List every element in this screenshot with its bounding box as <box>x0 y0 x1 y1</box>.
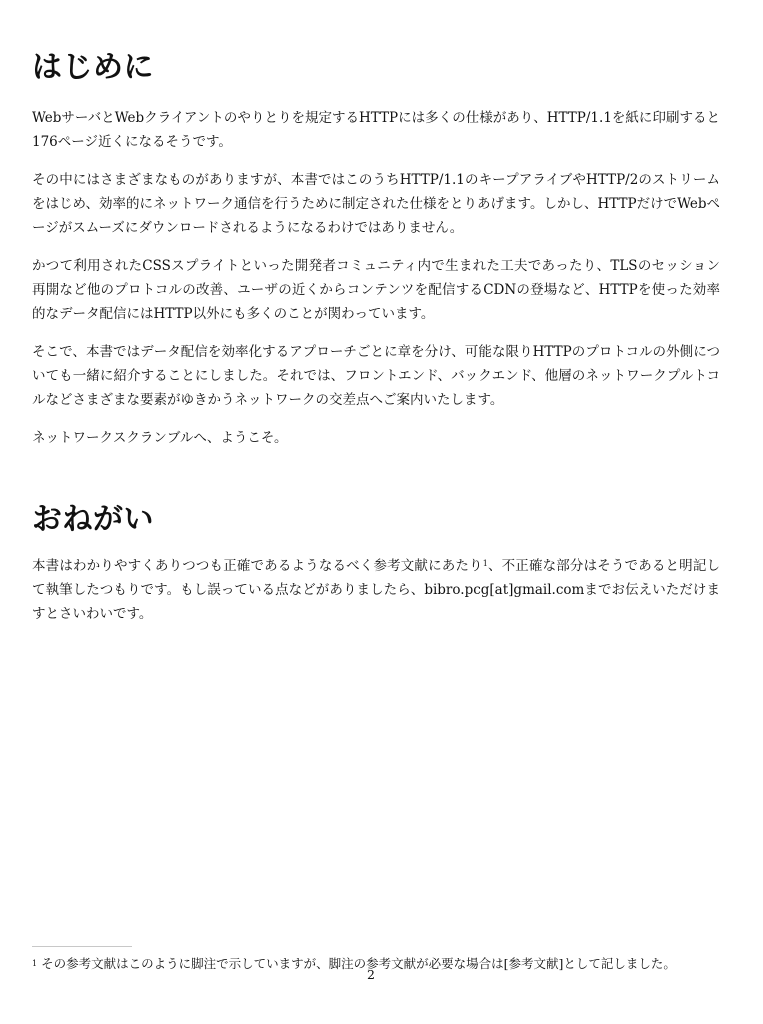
intro-paragraph-3: かつて利用されたCSSスプライトといった開発者コミュニティ内で生まれた工夫であったり、TLSのセッション再開など他のプロトコルの改善、ユーザの近くからコンテンツを配信するCDNの登場など、HTTPを使った効率的なデータ配信にはHTTP以外にも多くのことが関わっています。 <box>32 258 720 322</box>
heading-introduction: はじめに <box>32 50 154 85</box>
intro-paragraph-4: そこで、本書ではデータ配信を効率化するアプローチごとに章を分け、可能な限りHTTPのプロトコルの外側についても一緒に紹介することにしました。それでは、フロントエンド、バックエンド、他層のネットワークプルトコルなどさまざまな要素がゆきかうネットワークの交差点へご案内いたします。 <box>32 344 720 408</box>
section-spacer <box>32 464 720 500</box>
intro-paragraph-1: WebサーバとWebクライアントのやりとりを規定するHTTPには多くの仕様があり、HTTP/1.1を紙に印刷すると176ページ近くになるそうです。 <box>32 110 720 150</box>
request-text-before-note: 本書はわかりやすくありつつも正確であるようなるべく参考文献にあたり <box>32 558 483 574</box>
page-content <box>32 48 720 640</box>
request-text-after-note: 、不正確な部分はそうであると明記して執筆したつもりです。もし誤っている点などがありましたら、bibro.pcg[at]gmail.comまでお伝えいただけますとさいわいです。 <box>32 558 721 622</box>
request-paragraph <box>32 554 720 626</box>
intro-paragraph-5: ネットワークスクランブルへ、ようこそ。 <box>32 430 288 446</box>
footnote-reference: 1 <box>482 559 488 568</box>
intro-paragraph-2: その中にはさまざまなものがありますが、本書ではこのうちHTTP/1.1のキープアライブやHTTP/2のストリームをはじめ、効率的にネットワーク通信を行うために制定された仕様をとりあげます。しかし、HTTPだけでWebページがスムーズにダウンロードされるようになるわけではありません。 <box>32 172 720 236</box>
footnote-text: その参考文献はこのように脚注で示していますが、脚注の参考文献が必要な場合は[参考文献]として記しました。 <box>41 956 676 971</box>
footnote-marker: 1 <box>32 959 38 968</box>
footnote-divider <box>32 946 132 947</box>
heading-request: おねがい <box>32 502 154 537</box>
page-number: 2 <box>367 967 375 982</box>
